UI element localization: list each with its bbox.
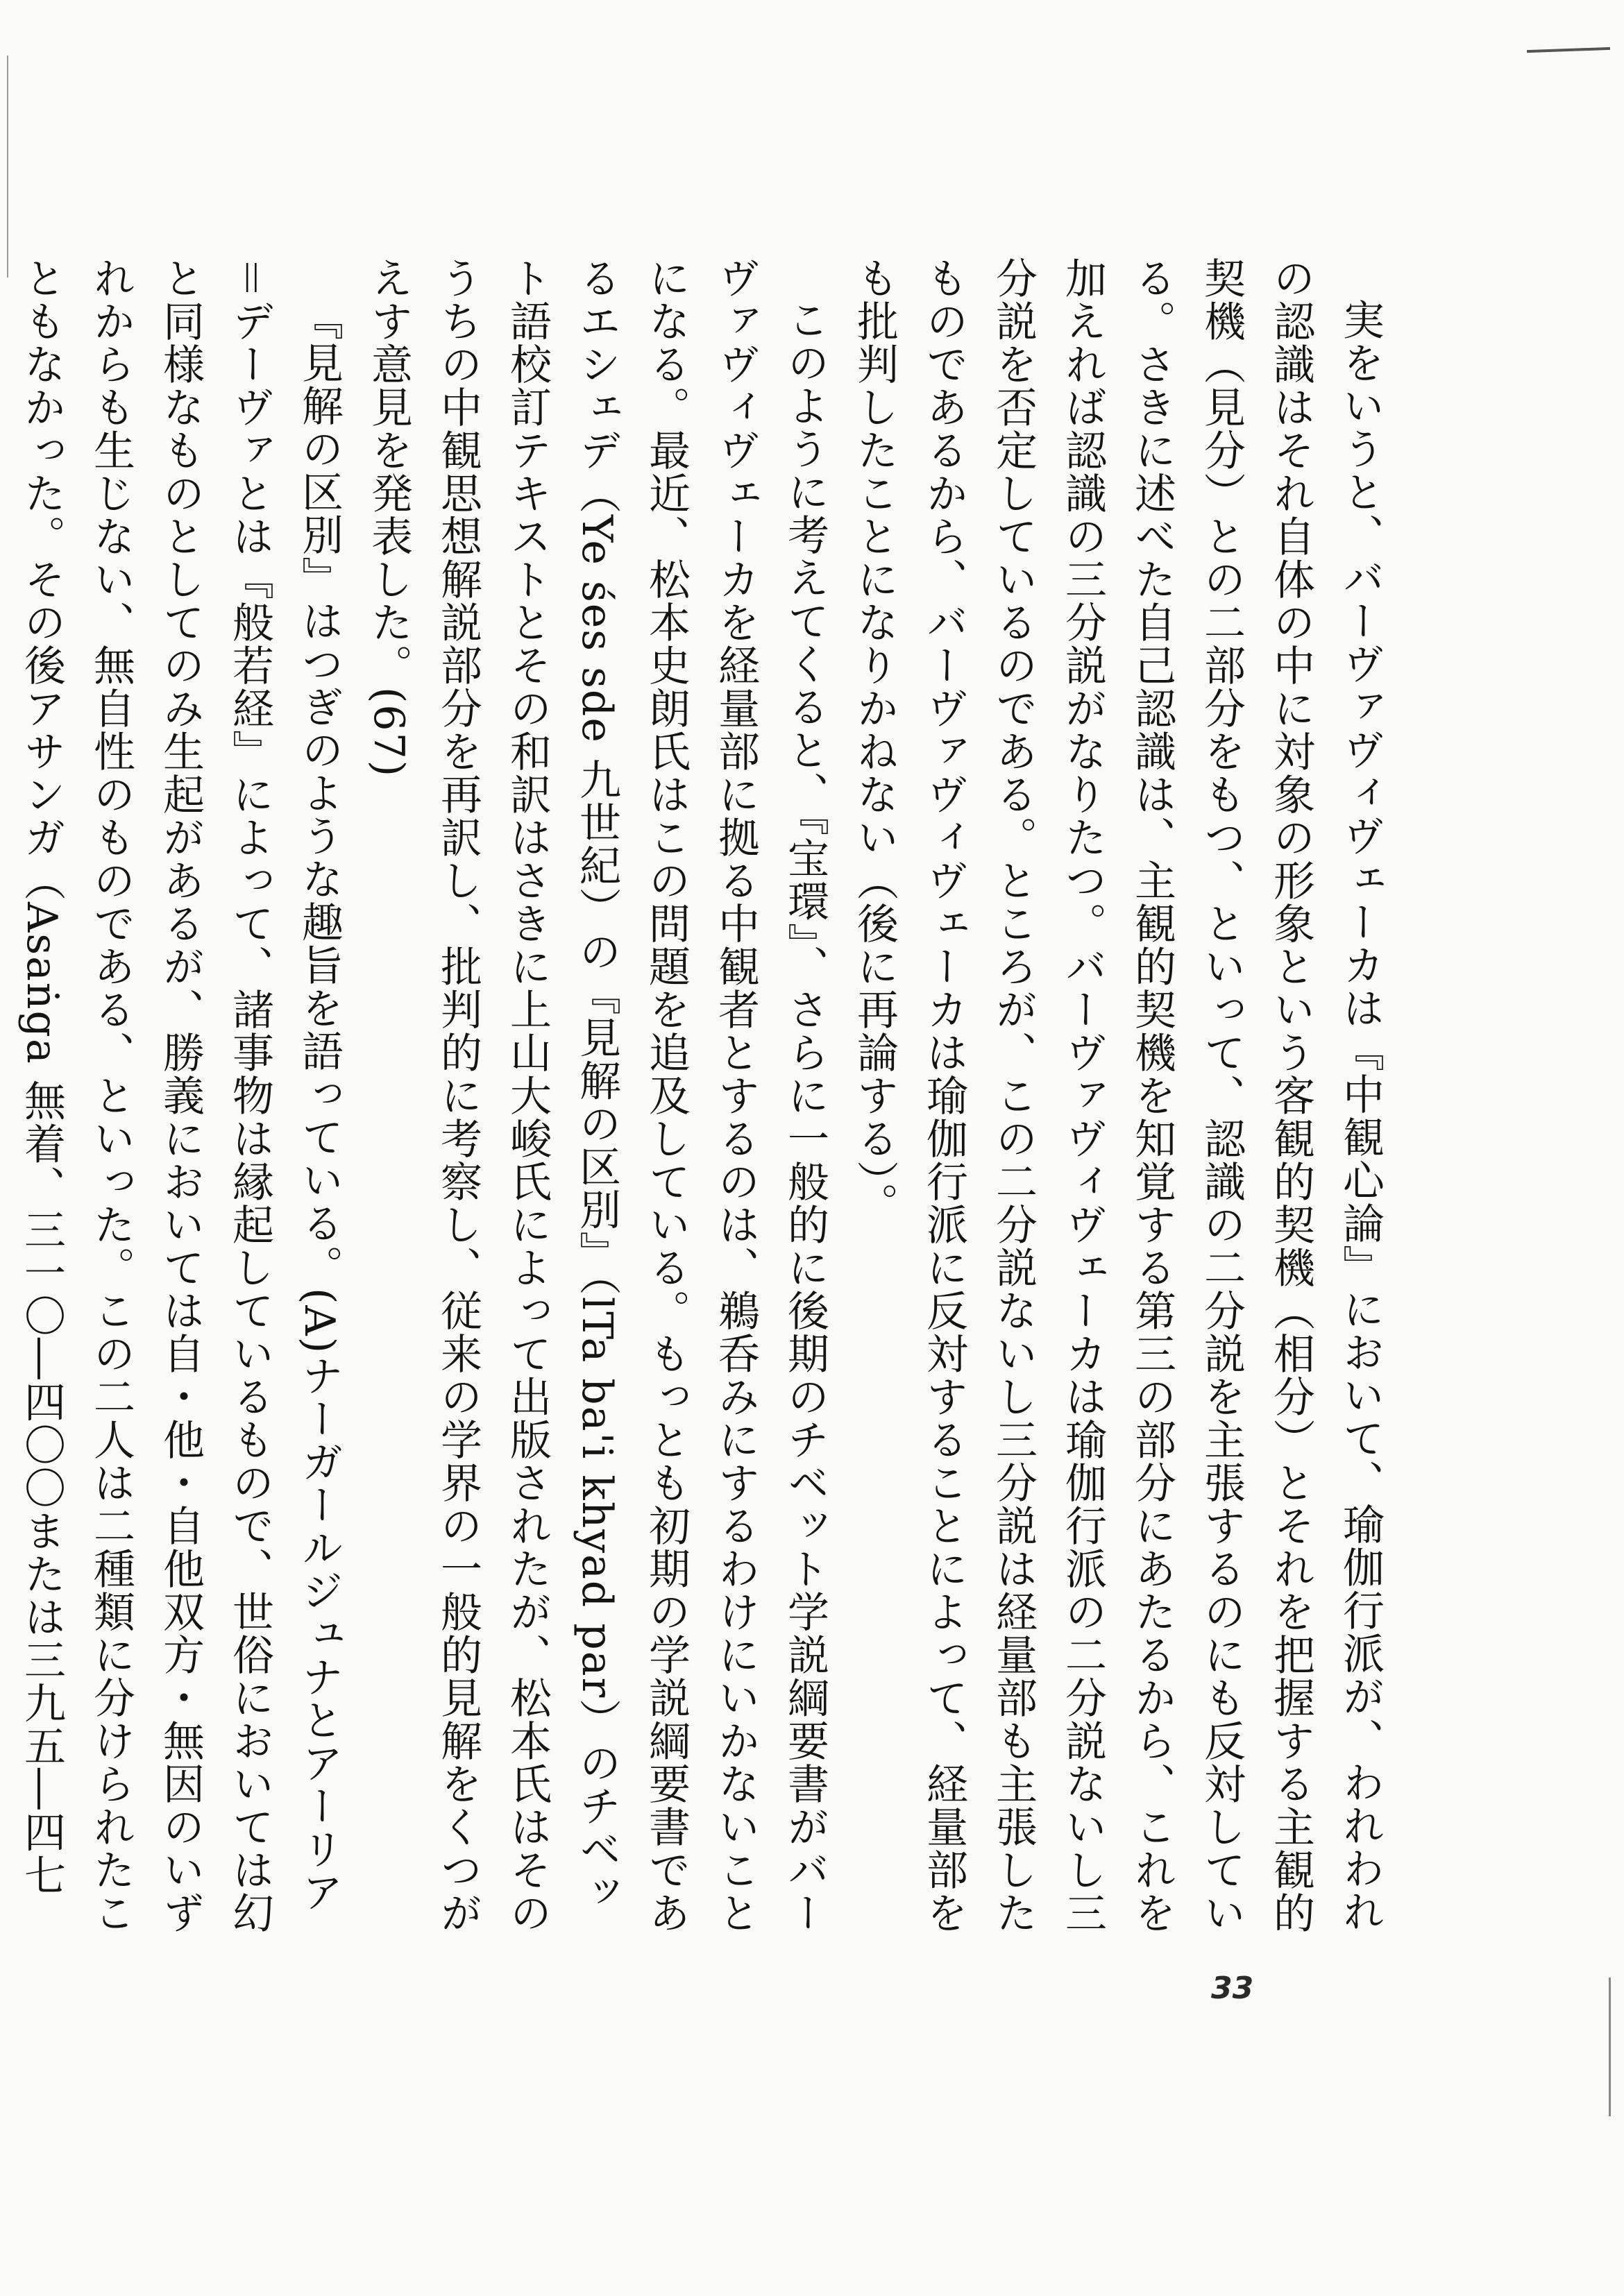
- left-edge-shadow: [7, 56, 8, 278]
- page-number: 33: [1211, 1971, 1254, 2006]
- paragraph-2: このように考えてくると、『宝環』、さらに一般的に後期のチベット学説綱要書がバーヴァヴィヴェーカを経量部に拠る中観者とするのは、鵜呑みにするわけにいかないことになる。最近、松本史朗氏はこの問題を追及している。もっとも初期の学説綱要書であるエシェデ（Ye śes sde 九世紀）の『見解の区別』（lTa ba'i khyad par）のチベット語校訂テキストとその和訳はさきに上山大峻氏によって出版されたが、松本氏はそのうちの中観思想解説部分を再訳し、批判的に考察し、従来の学界の一般的見解をくつがえす意見を発表した。(67): [364, 257, 829, 1934]
- right-edge-shadow: [1609, 1978, 1611, 2116]
- vertical-text-block: [17, 257, 1395, 1936]
- paragraph-3: 『見解の区別』はつぎのような趣旨を語っている。(A)ナーガールジュナとアーリア＝デーヴァとは『般若経』によって、諸事物は縁起しているもので、世俗においては幻と同様なものとしてのみ生起があるが、勝義においては自・他・自他双方・無因のいずれからも生じない、無自性のものである、といった。この二人は二種類に分けられたこともなかった。その後アサンガ（Asaṅga 無着、三一〇―四〇〇または三九五―四七: [17, 257, 344, 1934]
- paragraph-1: 実をいうと、バーヴァヴィヴェーカは『中観心論』において、瑜伽行派が、われわれの認識はそれ自体の中に対象の形象という客観的契機（相分）とそれを把握する主観的契機（見分）との二部分をもつ、といって、認識の二分説を主張するのにも反対している。さきに述べた自己認識は、主観的契機を知覚する第三の部分にあたるから、これを加えれば認識の三分説がなりたつ。バーヴァヴィヴェーカは瑜伽行派の二分説ないし三分説を否定しているのである。ところが、この二分説ないし三分説は経量部も主張したものであるから、バーヴァヴィヴェーカは瑜伽行派に反対することによって、経量部をも批判したことになりかねない（後に再論する）。: [850, 257, 1385, 1934]
- corner-scan-mark: [1527, 47, 1610, 53]
